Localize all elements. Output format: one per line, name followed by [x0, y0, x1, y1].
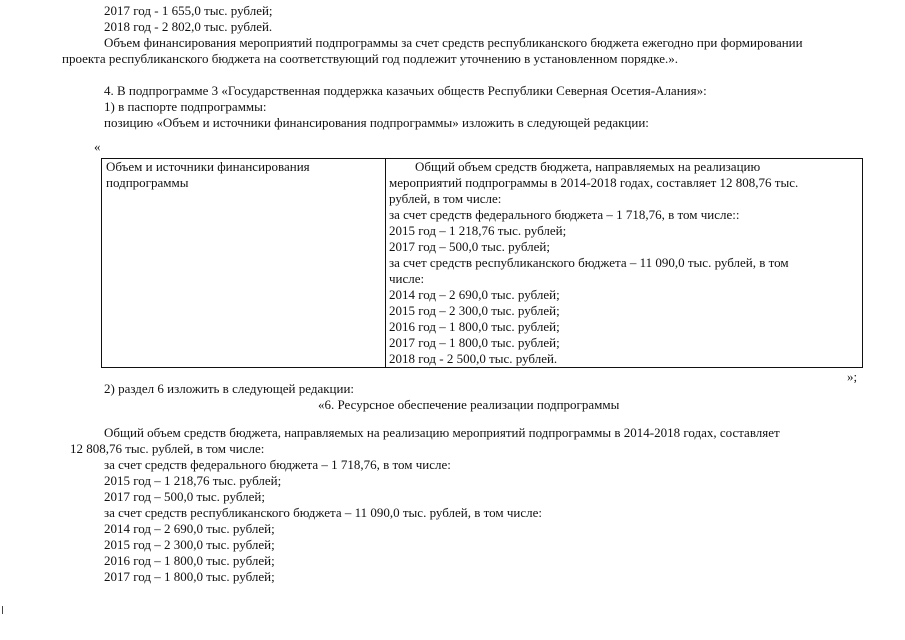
section-6-line: 2015 год – 1 218,76 тыс. рублей; [104, 473, 282, 488]
cell-value-line: 2015 год – 1 218,76 тыс. рублей; [389, 223, 567, 238]
section-6-line: 2017 год – 1 800,0 тыс. рублей; [104, 569, 275, 584]
cell-value-line: 2017 год – 1 800,0 тыс. рублей; [389, 335, 560, 350]
item-1-instruction: позицию «Объем и источники финансирования подпрограммы» изложить в следующей редакции: [104, 115, 649, 130]
section-6-line: 2016 год – 1 800,0 тыс. рублей; [104, 553, 275, 568]
cell-value-line: 2015 год – 2 300,0 тыс. рублей; [389, 303, 560, 318]
cell-value-line: за счет средств федерального бюджета – 1 718,76, в том числе:: [389, 207, 740, 222]
cell-value-line: 2014 год – 2 690,0 тыс. рублей; [389, 287, 560, 302]
section-6-para-line-2: 12 808,76 тыс. рублей, в том числе: [70, 441, 265, 456]
financing-table [101, 158, 863, 368]
cell-value-line: 2017 год – 500,0 тыс. рублей; [389, 239, 550, 254]
cell-value-line: за счет средств республиканского бюджета – 11 090,0 тыс. рублей, в том [389, 255, 789, 270]
item-1-passport: 1) в паспорте подпрограммы: [104, 99, 267, 114]
section-6-line: 2014 год – 2 690,0 тыс. рублей; [104, 521, 275, 536]
cell-value-line: 2016 год – 1 800,0 тыс. рублей; [389, 319, 560, 334]
table-row [102, 159, 863, 368]
cell-value-line: рублей, в том числе: [389, 191, 502, 206]
funding-note-line-2: проекта республиканского бюджета на соответствующий год подлежит уточнению в установленном порядке.». [62, 51, 679, 66]
open-quote: « [94, 139, 101, 154]
cell-value-line: Общий объем средств бюджета, направляемых на реализацию [415, 159, 761, 174]
section-6-line: 2017 год – 500,0 тыс. рублей; [104, 489, 265, 504]
table-cell-value [386, 159, 863, 368]
cell-label-line: Объем и источники финансирования [106, 159, 310, 174]
close-quote: »; [847, 369, 858, 384]
cell-value-line: мероприятий подпрограммы в 2014-2018 годах, составляет 12 808,76 тыс. [389, 175, 799, 190]
funding-line-2018: 2018 год - 2 802,0 тыс. рублей. [104, 19, 273, 34]
cell-label-line: подпрограммы [106, 175, 189, 190]
section-6-title: «6. Ресурсное обеспечение реализации подпрограммы [318, 397, 620, 412]
funding-line-2017: 2017 год - 1 655,0 тыс. рублей; [104, 3, 273, 18]
item-2-instruction: 2) раздел 6 изложить в следующей редакции: [104, 381, 355, 396]
section-6-para-line-1: Общий объем средств бюджета, направляемых на реализацию мероприятий подпрограммы в 2014-2018 годах, составляет [104, 425, 780, 440]
section-6-line: за счет средств республиканского бюджета – 11 090,0 тыс. рублей, в том числе: [104, 505, 542, 520]
section-4-heading: 4. В подпрограмме 3 «Государственная поддержка казачьих обществ Республики Северная Осетия-Алания»: [104, 83, 707, 98]
table-cell-label [102, 159, 386, 368]
cell-value-line: числе: [389, 271, 425, 286]
section-6-line: за счет средств федерального бюджета – 1 718,76, в том числе: [104, 457, 451, 472]
section-6-line: 2015 год – 2 300,0 тыс. рублей; [104, 537, 275, 552]
scan-artifact [2, 606, 3, 614]
cell-value-line: 2018 год - 2 500,0 тыс. рублей. [389, 351, 558, 366]
funding-note-line-1: Объем финансирования мероприятий подпрограммы за счет средств республиканского бюджета ежегодно при формировании [104, 35, 803, 50]
